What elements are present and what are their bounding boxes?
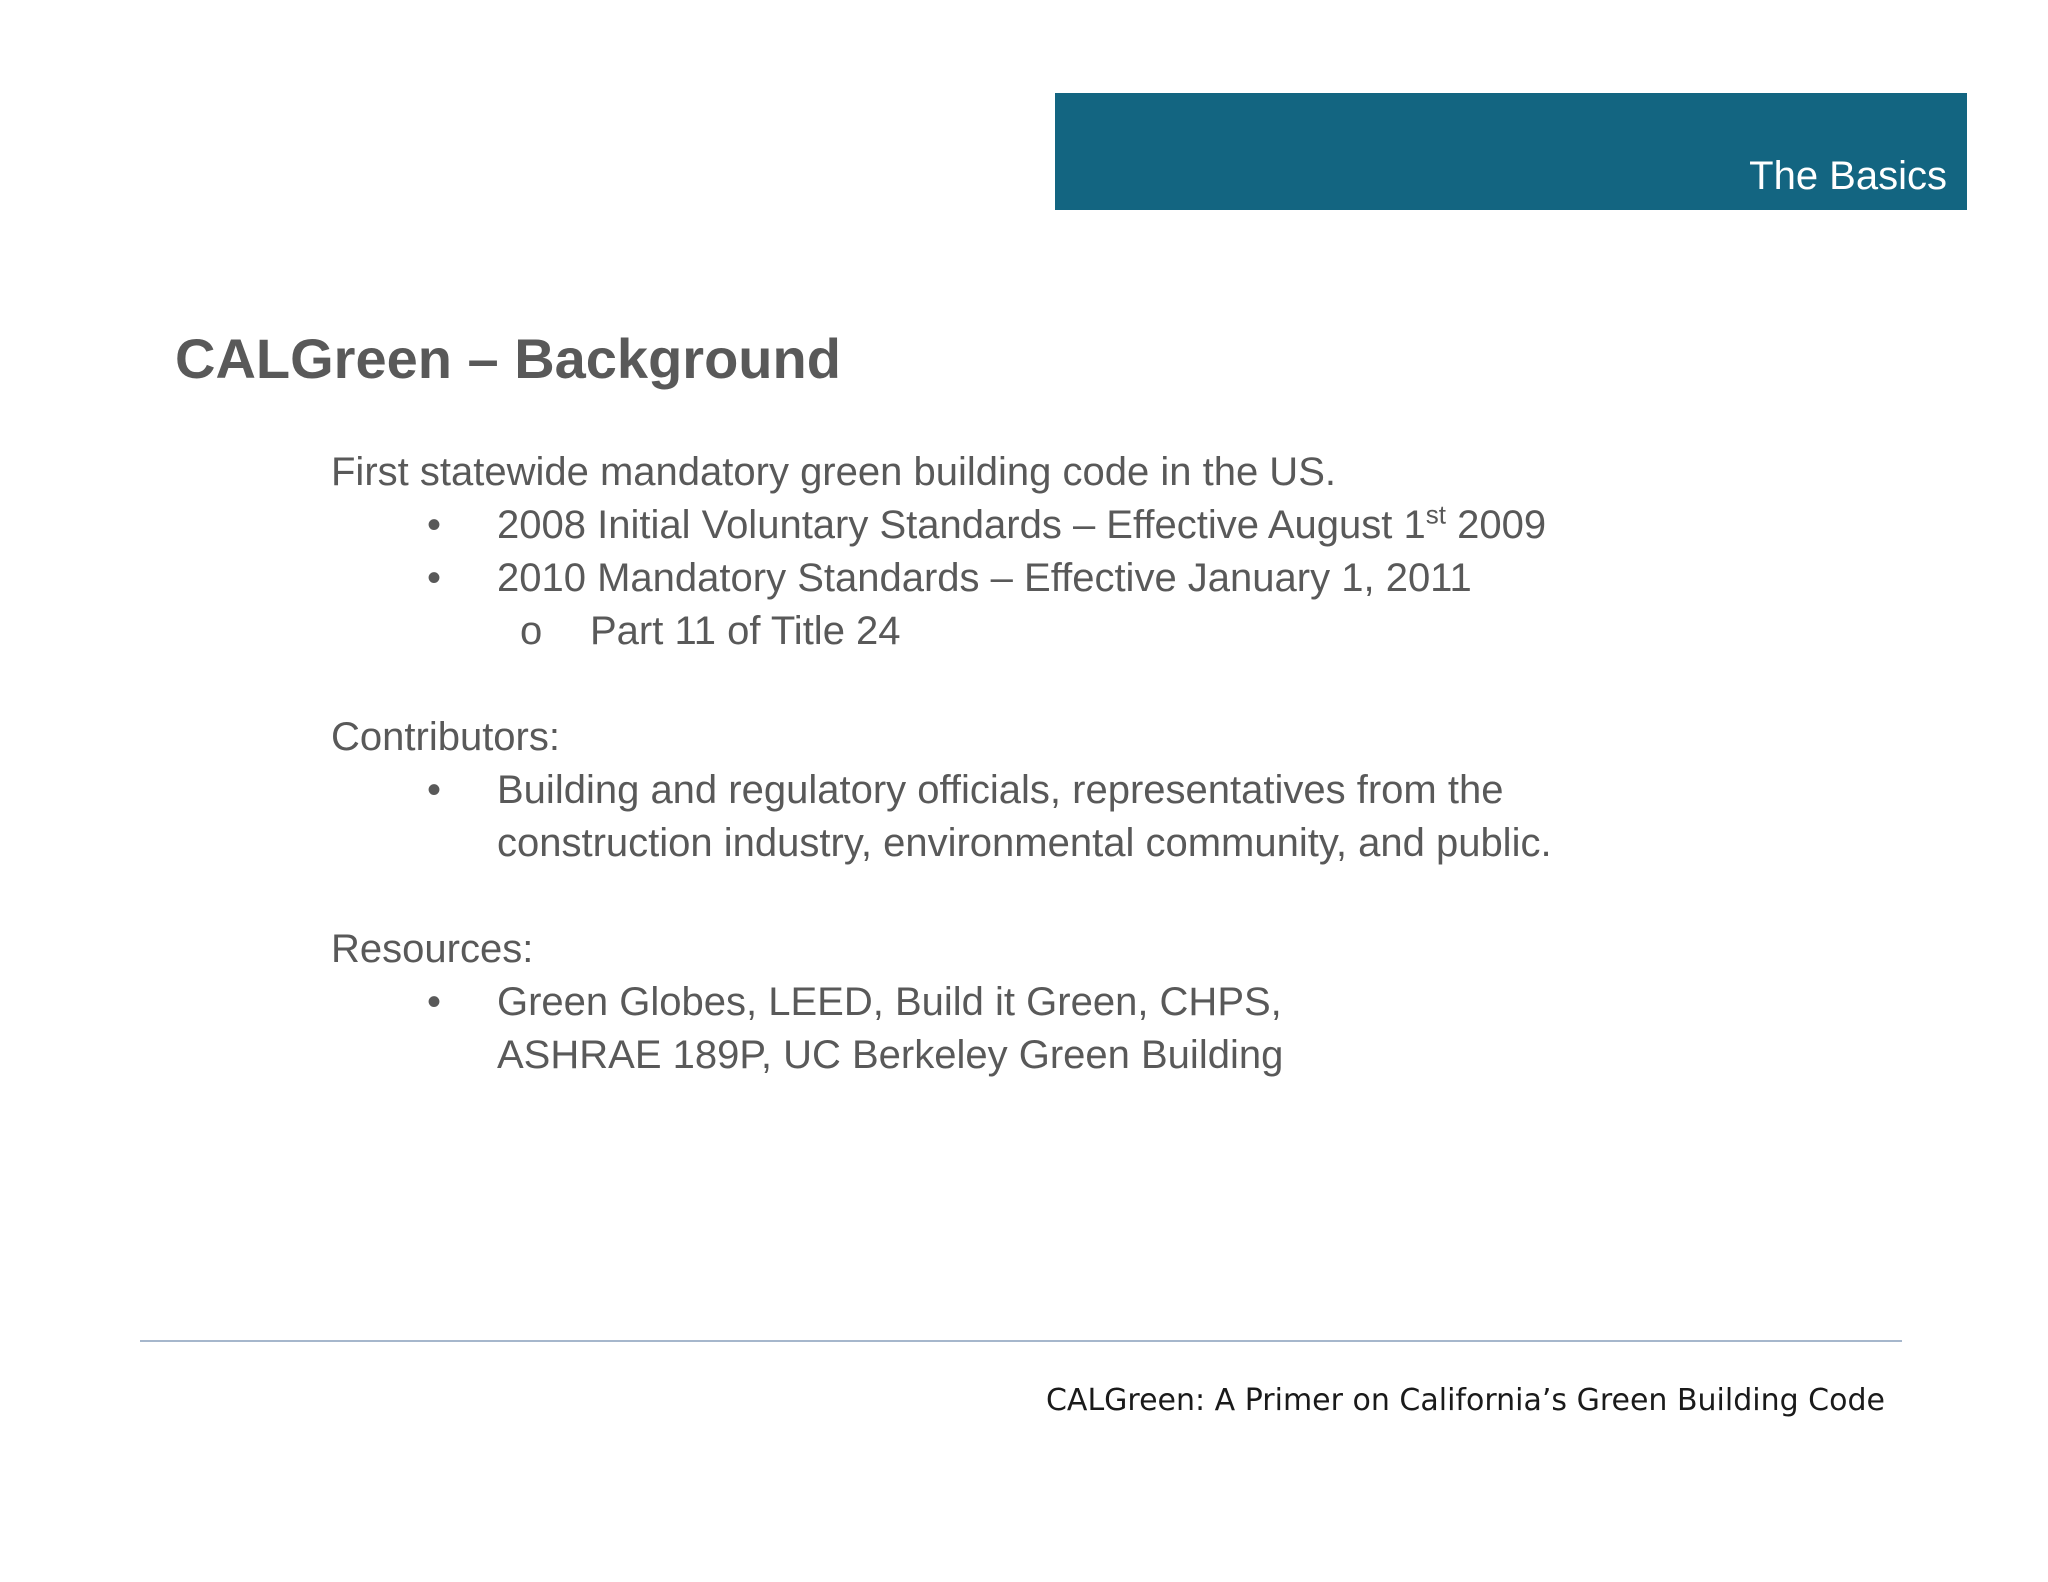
- list-item-line: construction industry, environmental community, and public.: [497, 821, 1552, 865]
- list-item: [331, 764, 1731, 870]
- sub-list-item: [331, 605, 1731, 658]
- list-item-main: 2008 Initial Voluntary Standards – Effective August 1: [497, 503, 1426, 547]
- list-item-text: [497, 976, 1283, 1082]
- spacer: [331, 870, 1731, 923]
- section-label: The Basics: [1749, 154, 1947, 198]
- sub-list-item-text: Part 11 of Title 24: [590, 609, 901, 653]
- bullet-icon: •: [427, 556, 442, 600]
- list-item-line: Green Globes, LEED, Build it Green, CHPS,: [497, 980, 1282, 1024]
- list-item: [331, 976, 1731, 1082]
- list-item-text: [497, 764, 1552, 870]
- bullet-icon: •: [427, 980, 442, 1024]
- resources-heading: Resources:: [331, 927, 534, 971]
- intro-lead: First statewide mandatory green building code in the US.: [331, 450, 1336, 494]
- bullet-icon: •: [427, 768, 442, 812]
- footer-divider: [140, 1340, 1902, 1342]
- list-item: [331, 552, 1731, 605]
- list-item-text: [497, 499, 1546, 552]
- slide-title: CALGreen – Background: [175, 327, 841, 390]
- list-item-tail: 2009: [1446, 503, 1547, 547]
- list-item-line: ASHRAE 189P, UC Berkeley Green Building: [497, 1033, 1284, 1077]
- ordinal-suffix: st: [1425, 499, 1447, 530]
- list-item-line: Building and regulatory officials, representatives from the: [497, 768, 1504, 812]
- list-item: [331, 499, 1731, 552]
- spacer: [331, 658, 1731, 711]
- contributors-heading: Contributors:: [331, 715, 560, 759]
- circle-bullet-icon: o: [520, 609, 543, 653]
- list-item-text: 2010 Mandatory Standards – Effective January 1, 2011: [497, 556, 1472, 600]
- section-banner: [1055, 93, 1967, 210]
- slide-content: [331, 446, 1731, 1082]
- bullet-icon: •: [427, 503, 442, 547]
- footer-text: CALGreen: A Primer on California’s Green Building Code: [1045, 1383, 1885, 1418]
